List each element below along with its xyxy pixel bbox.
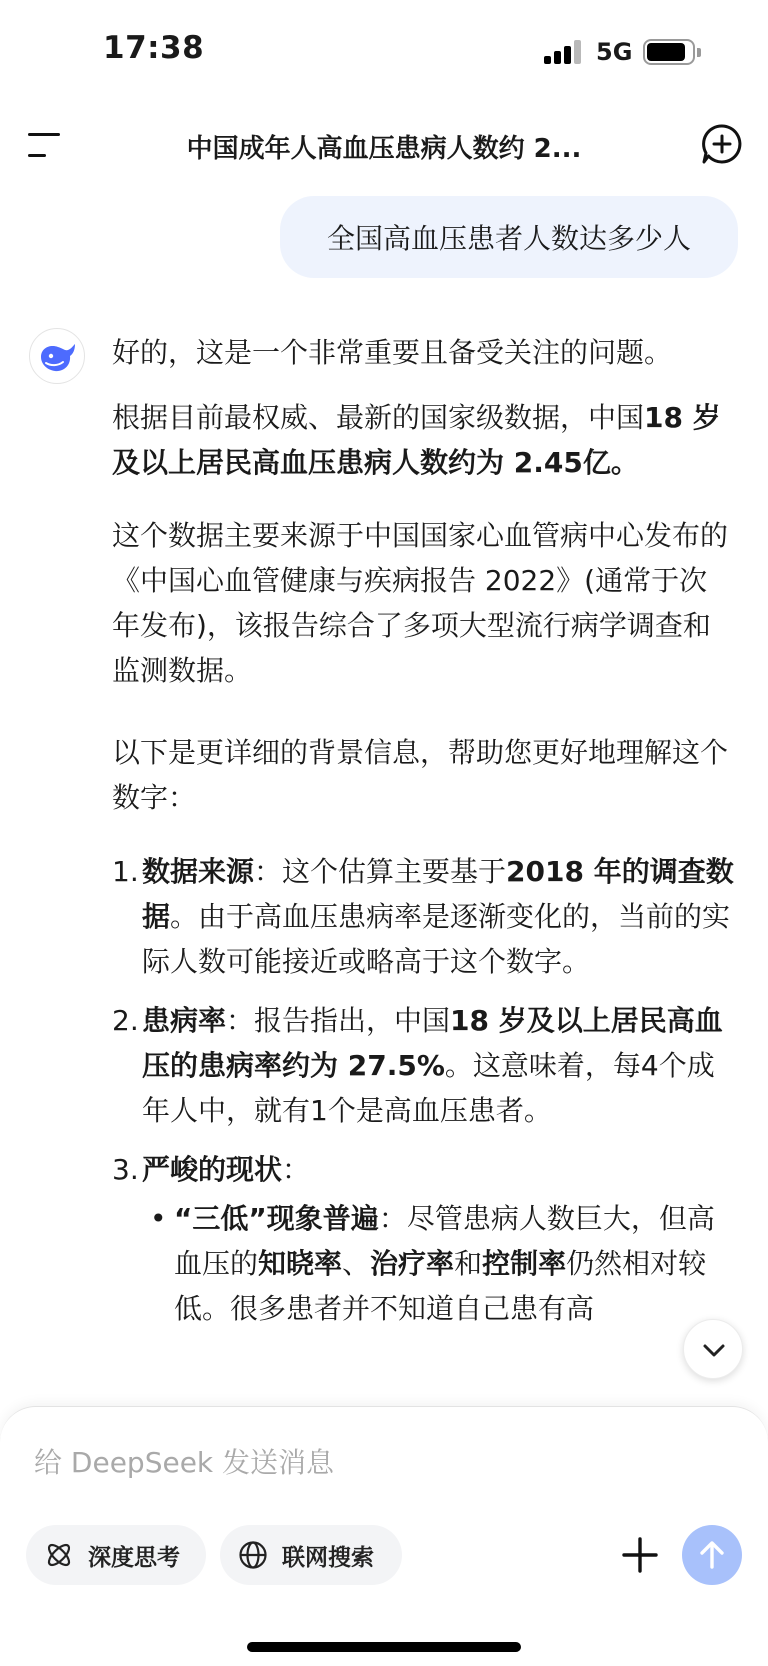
list-item: 2. 患病率：报告指出，中国18 岁及以上居民高血压的患病率约为 27.5%。这意味着，每4个成年人中，就有1个是高血压患者。 — [112, 1004, 723, 1127]
web-search-button[interactable] — [220, 1525, 402, 1585]
battery-icon — [643, 39, 701, 65]
plus-icon[interactable] — [616, 1531, 664, 1579]
web-search-label: 联网搜索 — [282, 1544, 374, 1571]
answer-paragraph: 好的，这是一个非常重要且备受关注的问题。 — [112, 336, 673, 369]
deep-think-button[interactable] — [26, 1525, 206, 1585]
answer-paragraph: 以下是更详细的背景信息，帮助您更好地理解这个数字： — [112, 736, 729, 814]
signal-icon — [544, 40, 584, 64]
user-message-bubble: 全国高血压患者人数达多少人 — [280, 196, 738, 278]
send-button[interactable] — [682, 1525, 742, 1585]
list-item: 1. 数据来源：这个估算主要基于2018 年的调查数据。由于高血压患病率是逐渐变化的，当前的实际人数可能接近或略高于这个数字。 — [112, 855, 734, 978]
home-indicator — [247, 1642, 521, 1652]
answer-paragraph: 这个数据主要来源于中国国家心血管病中心发布的《中国心血管健康与疾病报告 2022》(通常于次年发布)，该报告综合了多项大型流行病学调查和监测数据。 — [112, 519, 729, 687]
network-type: 5G — [596, 38, 633, 66]
conversation-title: 中国成年人高血压患病人数约 2... — [186, 134, 582, 164]
list-item: 3. 严峻的现状： • “三低”现象普遍：尽管患病人数巨大，但高血压的知晓率、治疗率和控制率仍然相对较低。很多患者并不知道自己患有高 — [112, 1147, 734, 1331]
answer-paragraph: 根据目前最权威、最新的国家级数据，中国18 岁及以上居民高血压患病人数约为 2.45亿。 — [112, 401, 721, 479]
chat-header — [0, 112, 768, 178]
deepseek-whale-icon — [29, 328, 85, 384]
arrow-up-icon — [697, 1539, 727, 1571]
message-input[interactable] — [34, 1437, 634, 1487]
chevron-down-icon — [701, 1340, 727, 1360]
assistant-message — [112, 330, 734, 1345]
sub-list-item: • “三低”现象普遍：尽管患病人数巨大，但高血压的知晓率、治疗率和控制率仍然相对较低。很多患者并不知道自己患有高 — [150, 1202, 715, 1325]
globe-icon — [238, 1540, 268, 1570]
composer — [0, 1406, 768, 1666]
new-chat-icon[interactable] — [700, 122, 744, 166]
deep-think-label: 深度思考 — [88, 1544, 180, 1571]
scroll-down-button[interactable] — [683, 1319, 743, 1379]
status-bar — [0, 0, 768, 100]
menu-icon[interactable] — [28, 130, 64, 160]
atom-icon — [44, 1540, 74, 1570]
status-time: 17:38 — [103, 30, 205, 66]
